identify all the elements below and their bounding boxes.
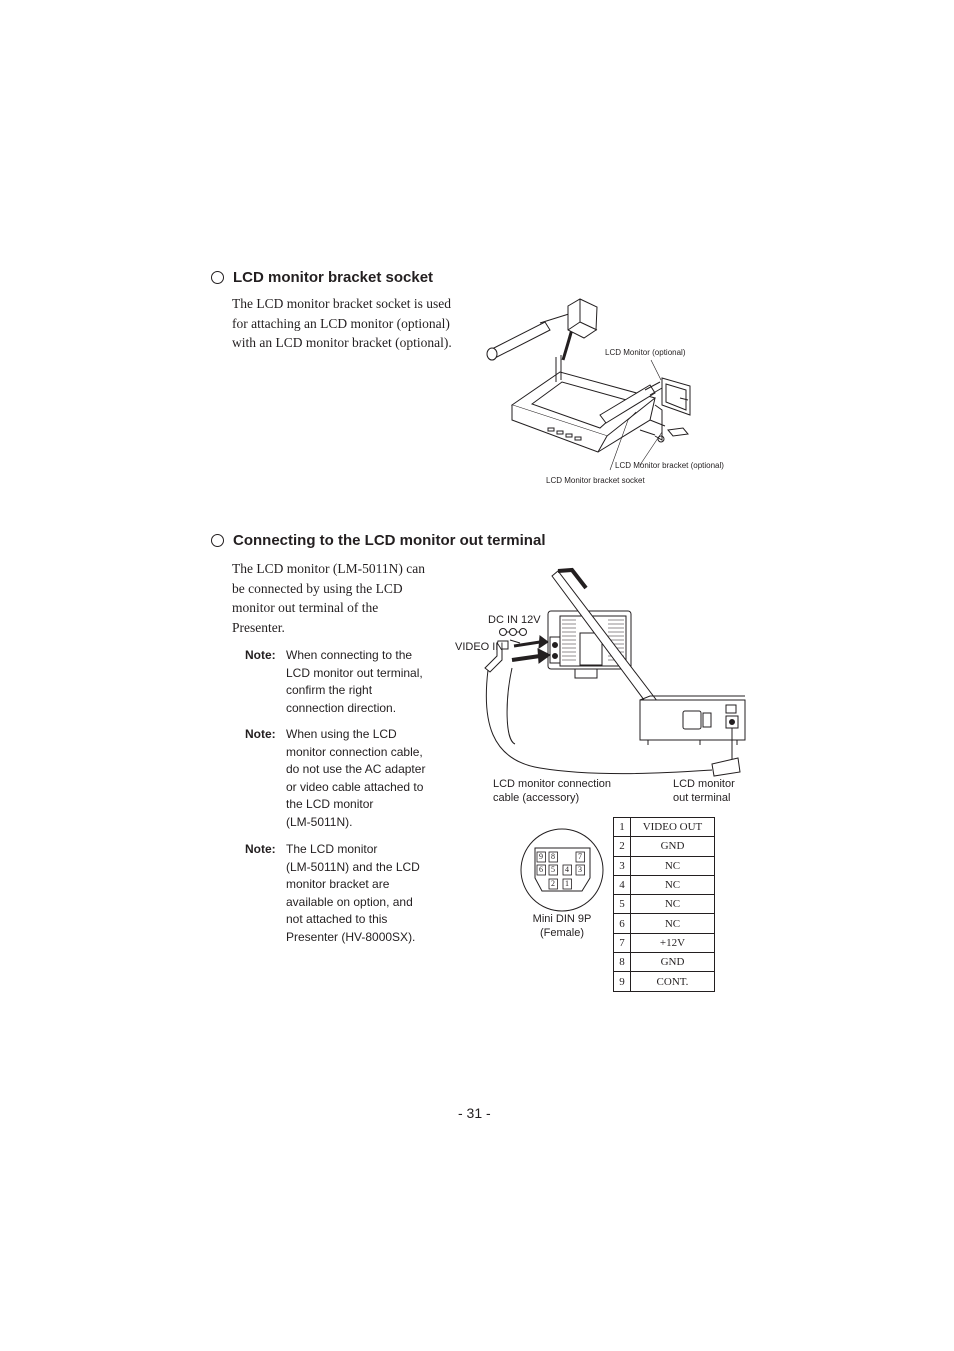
table-row <box>614 972 715 991</box>
signal-cell: +12V <box>631 933 715 952</box>
table-row <box>614 875 715 894</box>
signal-cell: NC <box>631 914 715 933</box>
label-line: cable (accessory) <box>493 792 580 804</box>
section-heading-bracket-socket: LCD monitor bracket socket <box>233 269 434 286</box>
label-video-in: VIDEO IN <box>455 641 504 653</box>
label-line: LCD monitor <box>673 778 735 790</box>
note-line: LCD monitor out terminal, <box>286 665 423 680</box>
signal-cell: GND <box>631 837 715 856</box>
pin-number: 9 <box>539 852 543 861</box>
note-label: Note: <box>245 727 276 741</box>
signal-cell: NC <box>631 875 715 894</box>
table-row <box>614 933 715 952</box>
body-line: Presenter. <box>232 619 285 635</box>
label-lcd-monitor-bracket: LCD Monitor bracket (optional) <box>615 461 724 470</box>
note-line: monitor bracket are <box>286 877 390 891</box>
note-line: connection direction. <box>286 700 397 715</box>
label-line: LCD monitor connection <box>493 778 612 790</box>
table-row <box>614 953 715 972</box>
table-row <box>614 914 715 933</box>
pin-assignment-table <box>613 817 715 992</box>
body-line: be connected by using the LCD <box>232 580 403 596</box>
page-number: - 31 - <box>458 1105 491 1121</box>
table-row <box>614 818 715 837</box>
pin-cell: 6 <box>614 914 631 933</box>
signal-cell: VIDEO OUT <box>631 818 715 837</box>
pin-cell: 7 <box>614 933 631 952</box>
body-line: monitor out terminal of the <box>232 600 379 615</box>
signal-cell: CONT. <box>631 972 715 991</box>
pin-number: 1 <box>565 879 569 888</box>
note-label: Note: <box>245 842 276 856</box>
pin-number: 7 <box>578 852 582 861</box>
pin-number: 2 <box>551 879 555 888</box>
label-line: Mini DIN 9P <box>532 913 592 925</box>
pin-cell: 2 <box>614 837 631 856</box>
note-line: (LM-5011N). <box>286 814 353 829</box>
pin-cell: 3 <box>614 856 631 875</box>
section-heading-lcd-out-terminal: Connecting to the LCD monitor out terminal <box>233 532 546 549</box>
note-line: When using the LCD <box>286 727 397 741</box>
label-line: (Female) <box>539 927 584 939</box>
label-lcd-monitor-optional: LCD Monitor (optional) <box>605 348 686 357</box>
signal-cell: GND <box>631 953 715 972</box>
note-line: (LM-5011N) and the LCD <box>286 859 420 874</box>
table-row <box>614 895 715 914</box>
pin-cell: 9 <box>614 972 631 991</box>
body-line: The LCD monitor bracket socket is used <box>232 296 451 311</box>
note-line: The LCD monitor <box>286 842 378 856</box>
body-line: The LCD monitor (LM-5011N) can <box>232 561 425 576</box>
label-bracket-socket: LCD Monitor bracket socket <box>546 476 645 485</box>
note-line: do not use the AC adapter <box>286 762 426 776</box>
signal-cell: NC <box>631 856 715 875</box>
label-lcd-monitor-out-terminal <box>673 777 735 805</box>
note-line: or video cable attached to <box>286 779 424 794</box>
label-mini-din <box>521 912 603 940</box>
pin-number: 5 <box>551 865 555 874</box>
note-line: confirm the right <box>286 683 373 697</box>
pin-number: 6 <box>539 865 543 874</box>
note-line: monitor connection cable, <box>286 744 423 759</box>
pin-cell: 4 <box>614 875 631 894</box>
signal-cell: NC <box>631 895 715 914</box>
table-row <box>614 837 715 856</box>
pin-number: 8 <box>551 852 555 861</box>
label-dc-in-12v: DC IN 12V <box>488 614 541 626</box>
pin-number: 3 <box>578 865 582 874</box>
note-line: Presenter (HV-8000SX). <box>286 929 416 944</box>
body-line: for attaching an LCD monitor (optional) <box>232 315 450 331</box>
note-line: available on option, and <box>286 894 413 909</box>
pin-cell: 8 <box>614 953 631 972</box>
label-line: out terminal <box>673 792 731 804</box>
pin-cell: 1 <box>614 818 631 837</box>
note-line: When connecting to the <box>286 648 413 662</box>
pin-number: 4 <box>565 865 569 874</box>
table-row <box>614 856 715 875</box>
note-line: not attached to this <box>286 912 388 926</box>
note-label: Note: <box>245 648 276 662</box>
body-line: with an LCD monitor bracket (optional). <box>232 335 452 350</box>
note-line: the LCD monitor <box>286 797 374 811</box>
label-connection-cable <box>493 777 611 805</box>
pin-cell: 5 <box>614 895 631 914</box>
